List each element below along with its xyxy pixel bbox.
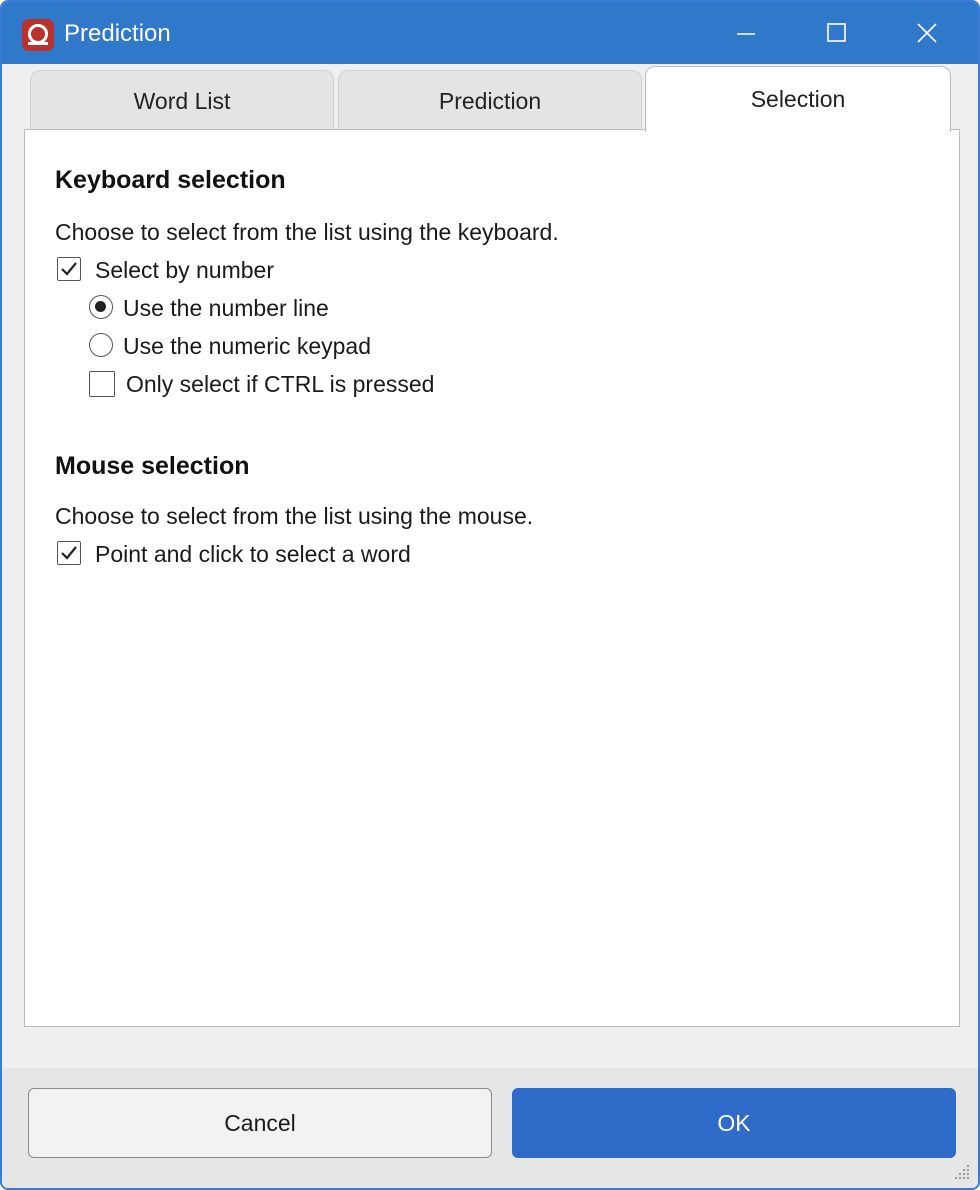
point-click-label: Point and click to select a word xyxy=(95,541,411,567)
tab-word-list[interactable]: Word List xyxy=(30,70,334,130)
close-icon xyxy=(915,21,939,45)
number-line-label: Use the number line xyxy=(123,295,329,321)
checkbox-checked-icon xyxy=(57,541,81,565)
number-line-radio[interactable] xyxy=(89,293,409,323)
checkbox-unchecked-icon xyxy=(89,371,115,397)
ok-button[interactable]: OK xyxy=(512,1088,956,1158)
keyboard-selection-heading: Keyboard selection xyxy=(55,166,286,194)
tab-prediction[interactable]: Prediction xyxy=(338,70,642,130)
keyboard-selection-description: Choose to select from the list using the keyboard. xyxy=(55,219,559,245)
minimize-icon xyxy=(735,21,759,45)
cancel-button[interactable]: Cancel xyxy=(28,1088,492,1158)
checkbox-checked-icon xyxy=(57,257,81,281)
resize-grip-icon[interactable] xyxy=(950,1160,972,1182)
radio-unselected-icon xyxy=(89,333,113,357)
select-by-number-label: Select by number xyxy=(95,257,274,283)
mouse-selection-heading: Mouse selection xyxy=(55,452,250,480)
minimize-button[interactable] xyxy=(712,2,782,64)
tab-selection[interactable]: Selection xyxy=(645,66,951,132)
numeric-keypad-radio[interactable] xyxy=(89,331,429,361)
mouse-selection-description: Choose to select from the list using the mouse. xyxy=(55,503,534,529)
maximize-icon xyxy=(825,21,849,45)
close-button[interactable] xyxy=(892,2,962,64)
point-click-checkbox[interactable] xyxy=(57,539,457,569)
maximize-button[interactable] xyxy=(802,2,872,64)
selection-panel xyxy=(24,129,960,1027)
select-by-number-checkbox[interactable] xyxy=(57,255,357,285)
radio-selected-icon xyxy=(89,295,113,319)
title-bar[interactable] xyxy=(2,2,978,64)
app-logo-icon xyxy=(22,19,54,51)
window-title: Prediction xyxy=(64,20,171,47)
numeric-keypad-label: Use the numeric keypad xyxy=(123,333,372,359)
ctrl-only-checkbox[interactable] xyxy=(89,369,479,399)
ctrl-only-label: Only select if CTRL is pressed xyxy=(126,371,435,397)
